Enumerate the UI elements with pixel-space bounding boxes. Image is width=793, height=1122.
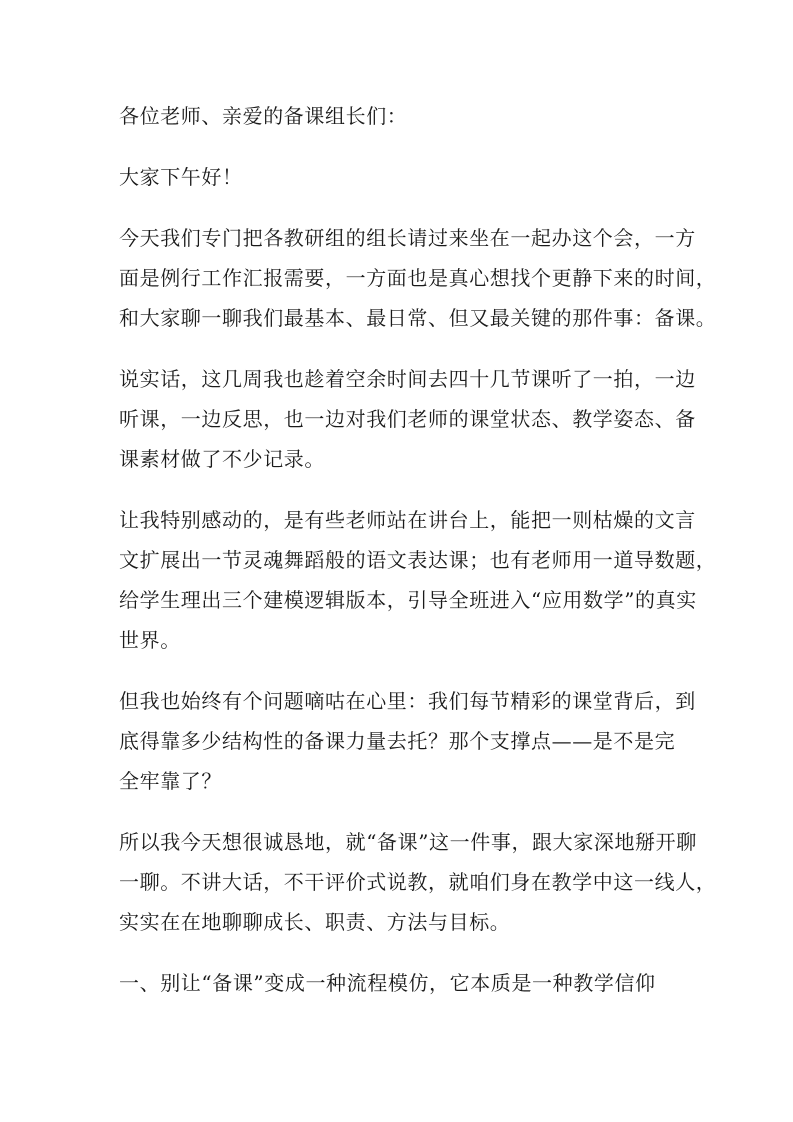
text-line: 课素材做了不少记录。 bbox=[119, 447, 325, 471]
text-line: 让我特别感动的，是有些老师站在讲台上，能把一则枯燥的文言 bbox=[119, 508, 696, 532]
text-line: 所以我今天想很诚恳地，就“备课”这一件事，跟大家深地掰开聊 bbox=[119, 830, 697, 854]
text-line: 世界。 bbox=[119, 628, 181, 652]
paragraph-question bbox=[119, 681, 696, 801]
text-line: 一聊。不讲大话，不干评价式说教，就咱们身在教学中这一线人， bbox=[119, 870, 717, 894]
text-line: 和大家聊一聊我们最基本、最日常、但又最关键的那件事：备课。 bbox=[119, 306, 717, 330]
text-line: 今天我们专门把各教研组的组长请过来坐在一起办这个会，一方 bbox=[119, 226, 696, 250]
text-line: 听课，一边反思，也一边对我们老师的课堂状态、教学姿态、备 bbox=[119, 407, 696, 431]
text-line: 大家下午好！ bbox=[119, 165, 243, 189]
section-heading bbox=[119, 963, 689, 1003]
paragraph-purpose bbox=[119, 822, 717, 942]
text-line: 实实在在地聊聊成长、职责、方法与目标。 bbox=[119, 910, 511, 934]
text-line: 各位老师、亲爱的备课组长们： bbox=[119, 104, 408, 128]
document-page bbox=[119, 96, 717, 1003]
text-line: 文扩展出一节灵魂舞蹈般的语文表达课；也有老师用一道导数题， bbox=[119, 548, 717, 572]
text-line: 底得靠多少结构性的备课力量去托？那个支撑点——是不是完 bbox=[119, 729, 676, 753]
paragraph-intro bbox=[119, 218, 717, 338]
greeting bbox=[119, 96, 689, 136]
salutation bbox=[119, 157, 689, 197]
text-line: 说实话，这几周我也趁着空余时间去四十几节课听了一拍，一边 bbox=[119, 367, 696, 391]
paragraph-observation bbox=[119, 359, 696, 479]
text-line: 但我也始终有个问题嘀咕在心里：我们每节精彩的课堂背后，到 bbox=[119, 689, 696, 713]
paragraph-examples bbox=[119, 500, 717, 660]
text-line: 全牢靠了？ bbox=[119, 769, 222, 793]
text-line: 一、别让“备课”变成一种流程模仿，它本质是一种教学信仰 bbox=[119, 971, 656, 995]
text-line: 面是例行工作汇报需要，一方面也是真心想找个更静下来的时间， bbox=[119, 266, 717, 290]
text-line: 给学生理出三个建模逻辑版本，引导全班进入“应用数学”的真实 bbox=[119, 588, 697, 612]
